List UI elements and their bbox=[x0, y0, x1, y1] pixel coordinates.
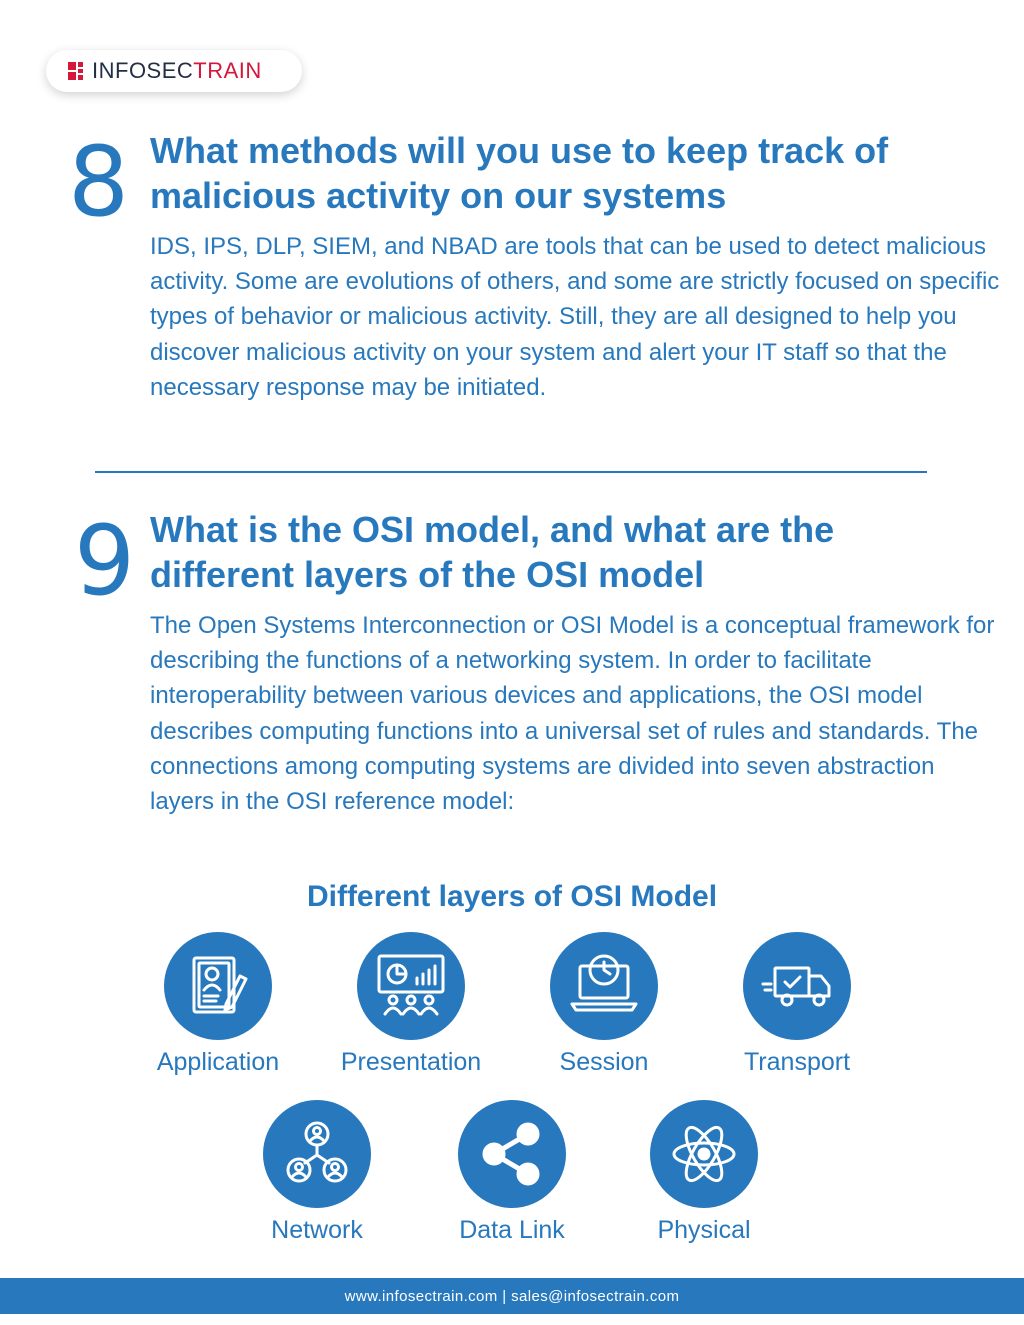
layer-label: Transport bbox=[743, 1048, 851, 1076]
question-answer: IDS, IPS, DLP, SIEM, and NBAD are tools that can be used to detect malicious activity. Some are evolutions of others, and some are strictly focused on specific types of behavior or malicious activity. Still, they are all designed to help you discover malicious activity on your system and alert your IT staff so that the necessary response may be initiated. bbox=[150, 233, 1000, 401]
logo-text-main: INFOSEC bbox=[92, 58, 194, 83]
layer-label: Session bbox=[559, 1048, 649, 1076]
footer-contact: www.infosectrain.com | sales@infosectrain.com bbox=[0, 1278, 1024, 1314]
logo-mark-icon bbox=[68, 62, 88, 80]
osi-layers-heading: Different layers of OSI Model bbox=[306, 880, 718, 913]
session-laptop-clock-icon bbox=[550, 932, 658, 1040]
atom-icon bbox=[650, 1100, 758, 1208]
network-people-icon bbox=[263, 1100, 371, 1208]
layer-label: Data Link bbox=[459, 1216, 565, 1244]
application-document-icon bbox=[164, 932, 272, 1040]
layer-label: Physical bbox=[657, 1216, 751, 1244]
osi-layer-physical bbox=[614, 1100, 794, 1245]
share-link-icon bbox=[458, 1100, 566, 1208]
osi-layer-application bbox=[128, 932, 308, 1077]
osi-layer-data-link bbox=[422, 1100, 602, 1245]
layer-label: Network bbox=[271, 1216, 363, 1244]
osi-layer-network bbox=[227, 1100, 407, 1245]
brand-logo bbox=[46, 50, 302, 92]
osi-layer-presentation bbox=[321, 932, 501, 1077]
question-number: 8 bbox=[68, 126, 130, 238]
transport-truck-icon bbox=[743, 932, 851, 1040]
layer-label: Presentation bbox=[340, 1048, 482, 1076]
osi-layer-transport bbox=[707, 932, 887, 1077]
osi-layer-session bbox=[514, 932, 694, 1077]
question-answer: The Open Systems Interconnection or OSI Model is a conceptual framework for describing the functions of a networking system. In order to facilitate interoperability between various devices and applications, the OSI model describes computing functions into a universal set of rules and standards. The connections among computing systems are divided into seven abstraction layers in the OSI reference model: bbox=[150, 612, 995, 816]
logo-text bbox=[92, 58, 262, 84]
question-title: What is the OSI model, and what are the different layers of the OSI model bbox=[150, 509, 835, 595]
question-title: What methods will you use to keep track of malicious activity on our systems bbox=[150, 130, 889, 216]
presentation-board-icon bbox=[357, 932, 465, 1040]
layer-label: Application bbox=[156, 1048, 280, 1076]
section-divider bbox=[95, 471, 927, 473]
logo-text-accent: TRAIN bbox=[193, 58, 262, 83]
question-number: 9 bbox=[74, 505, 136, 617]
